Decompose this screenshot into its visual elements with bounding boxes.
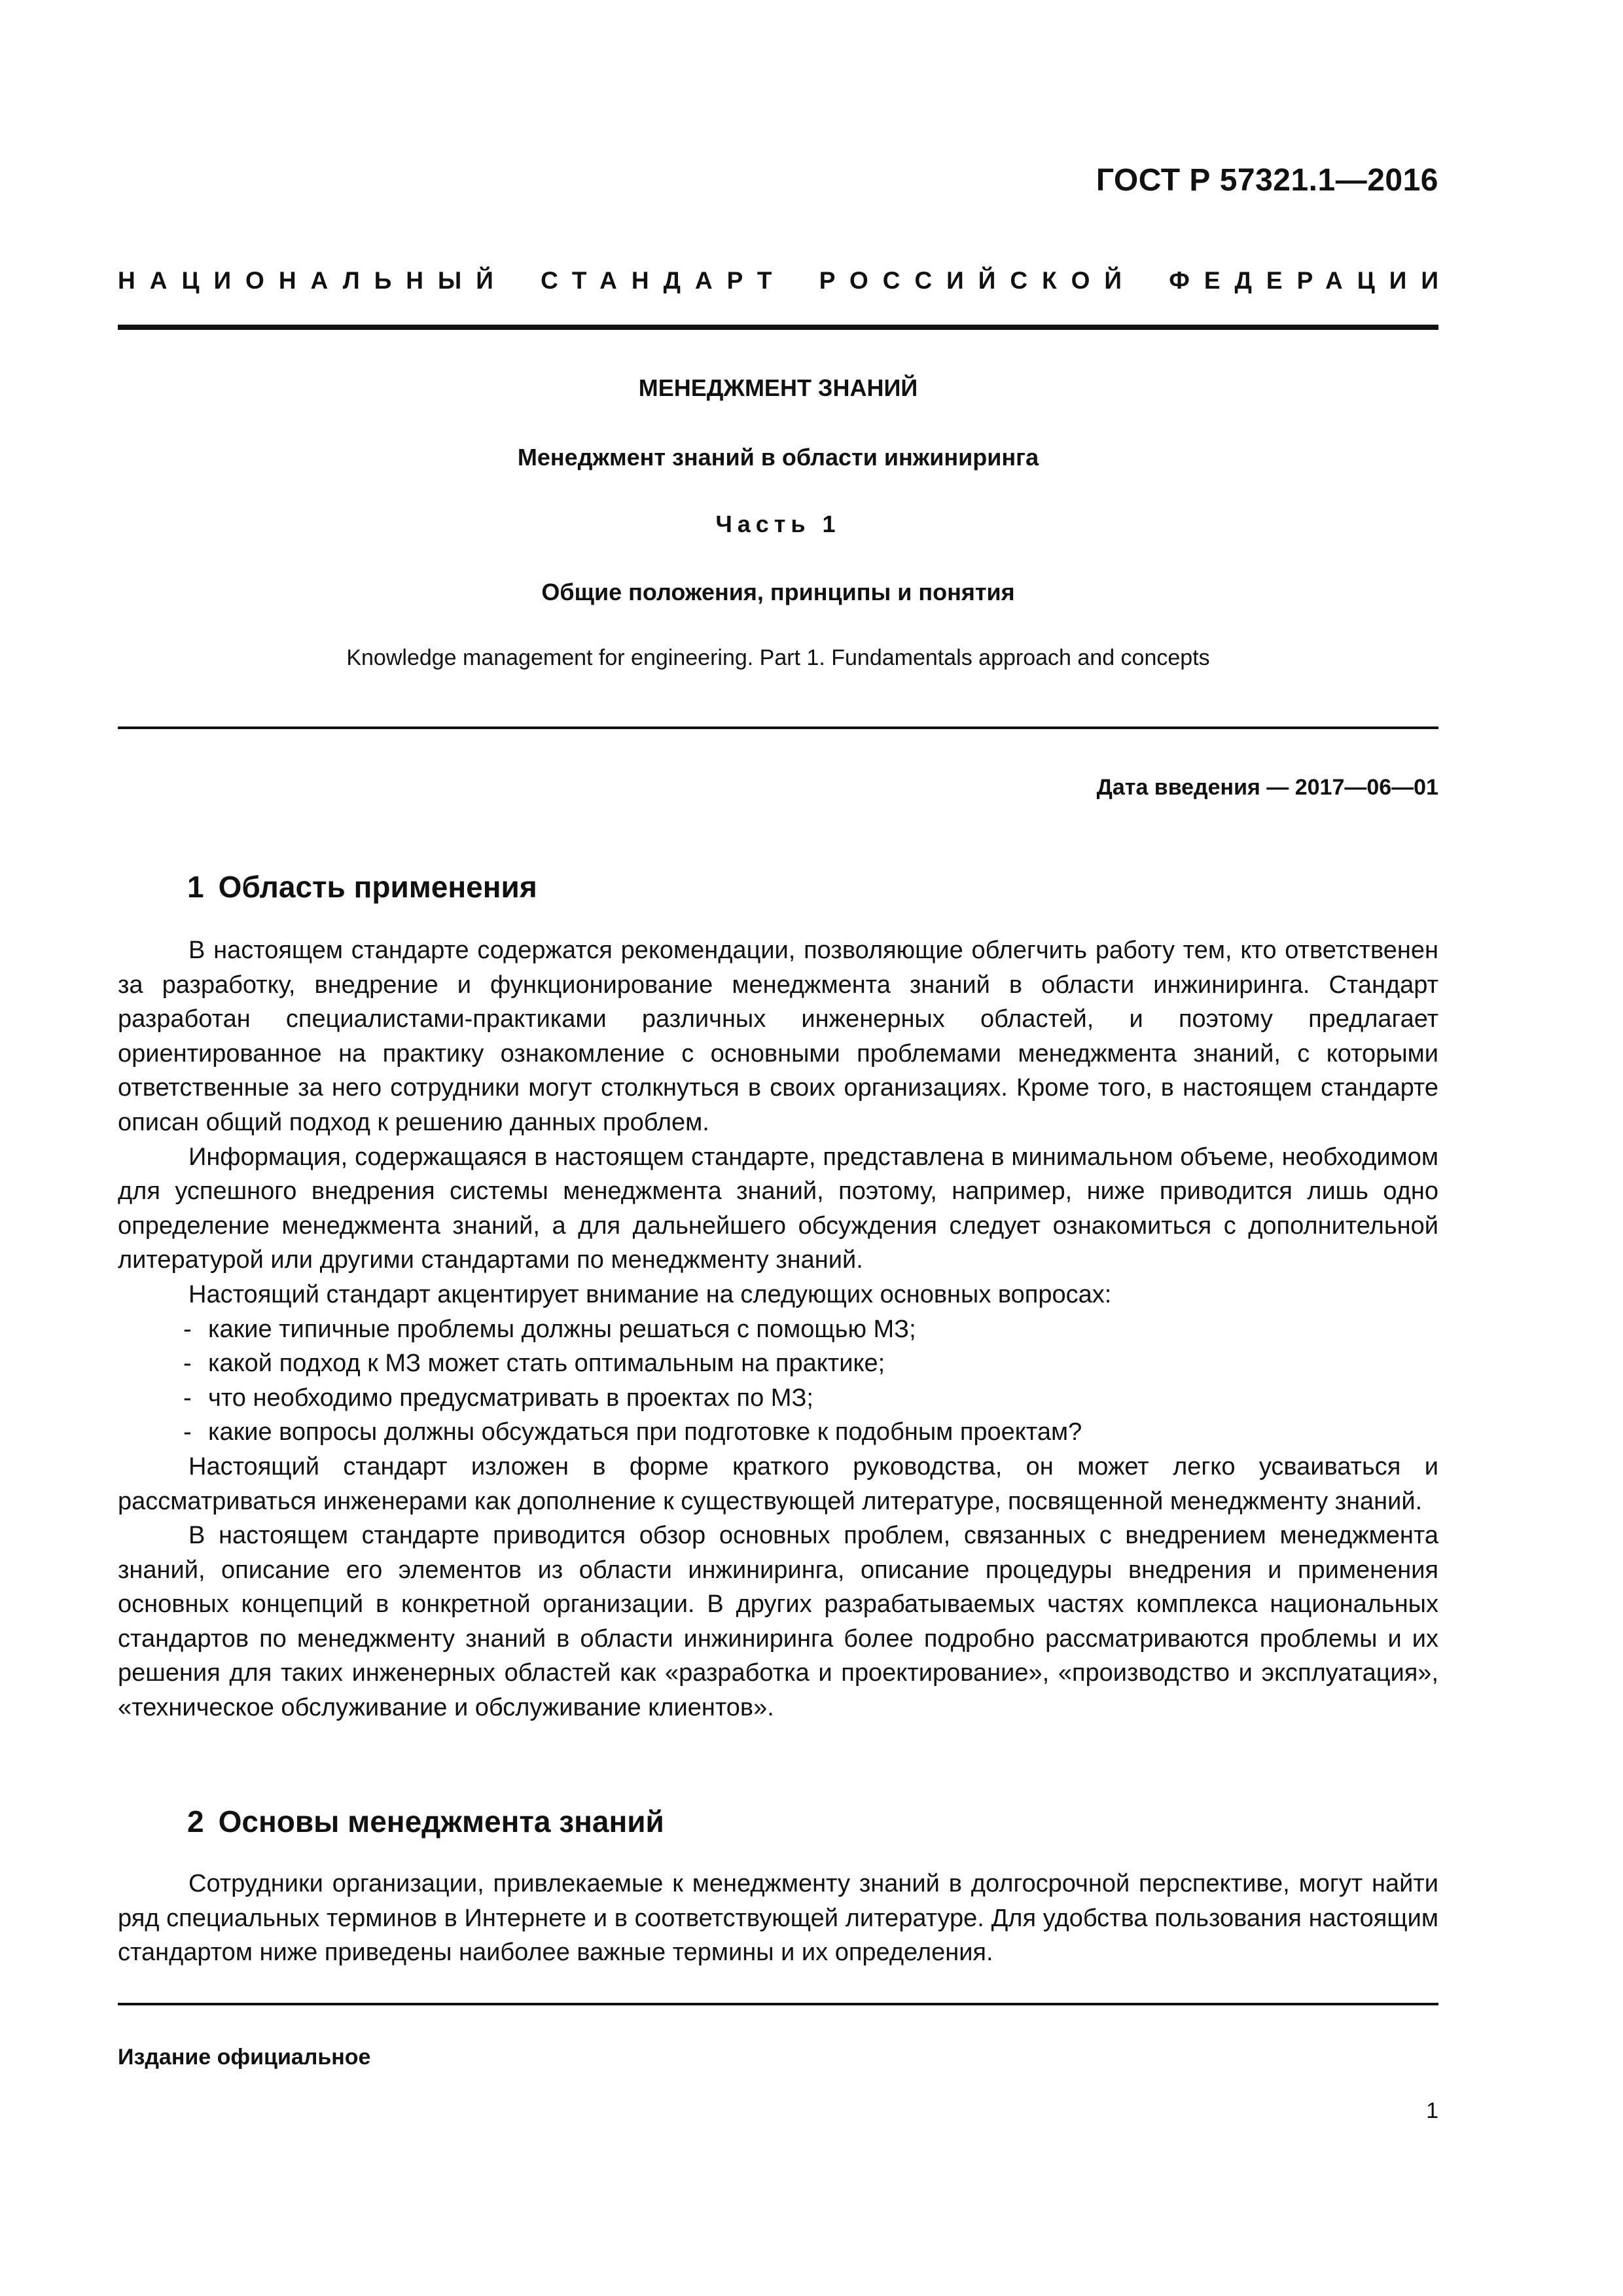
banner-word: СТАНДАРТ [541, 267, 787, 294]
edition-note: Издание официальное [118, 2045, 371, 2070]
section-heading [187, 1804, 664, 1839]
list-item [118, 1346, 1438, 1381]
banner-word: ФЕДЕРАЦИИ [1169, 267, 1453, 294]
list-item-text: что необходимо предусматривать в проектах по МЗ; [208, 1384, 813, 1412]
banner-word: НАЦИОНАЛЬНЫЙ [118, 267, 508, 294]
page-number: 1 [1426, 2098, 1438, 2123]
list-item-text: какие типичные проблемы должны решаться с помощью МЗ; [208, 1315, 916, 1343]
standard-banner [118, 267, 1453, 295]
section-title: Основы менеджмента знаний [218, 1804, 664, 1839]
title-divider [118, 726, 1438, 729]
bullet-dash: - [183, 1418, 192, 1446]
effective-date: Дата введения — 2017—06—01 [1096, 775, 1438, 800]
section-body [118, 1867, 1438, 1970]
document-number: ГОСТ Р 57321.1—2016 [1096, 163, 1438, 198]
list-item [118, 1312, 1438, 1347]
section-number: 1 [187, 870, 204, 904]
list-item [118, 1381, 1438, 1416]
document-part: Часть 1 [715, 511, 841, 537]
paragraph: Настоящий стандарт изложен в форме краткого руководства, он может легко усваиваться и рассматриваться инженерами как дополнение к существующей литературе, посвященной менеджменту знаний. [118, 1452, 1438, 1515]
banner-word: РОССИЙСКОЙ [819, 267, 1137, 294]
document-title: МЕНЕДЖМЕНТ ЗНАНИЙ [638, 374, 918, 401]
document-part-topic: Общие положения, принципы и понятия [541, 579, 1015, 605]
paragraph: Настоящий стандарт акцентирует внимание на следующих основных вопросах: [188, 1280, 1112, 1308]
paragraph: Информация, содержащаяся в настоящем стандарте, представлена в минимальном объеме, необходимом для успешного внедрения системы менеджмента знаний, поэтому, например, ниже приводится лишь одно определение менеджмента знаний, а для дальнейшего обсуждения следует ознакомиться с дополнительной литературой или другими стандартами по менеджменту знаний. [118, 1143, 1438, 1274]
paragraph: Сотрудники организации, привлекаемые к менеджменту знаний в долгосрочной перспективе, могут найти ряд специальных терминов в Интернете и в соответствующей литературе. Для удобства пользования настоящим стандартом ниже приведены наиболее важные термины и их определения. [118, 1870, 1438, 1967]
header-divider [118, 325, 1438, 330]
list-item-text: какие вопросы должны обсуждаться при подготовке к подобным проектам? [208, 1418, 1082, 1446]
section-body [118, 933, 1438, 1725]
document-subtitle: Менеджмент знаний в области инжиниринга [517, 444, 1039, 471]
footer-divider [118, 2003, 1438, 2005]
section-title: Область применения [218, 870, 537, 904]
bullet-dash: - [183, 1315, 192, 1343]
bullet-dash: - [183, 1384, 192, 1412]
english-title: Knowledge management for engineering. Part 1. Fundamentals approach and concepts [346, 645, 1210, 670]
paragraph: В настоящем стандарте приводится обзор основных проблем, связанных с внедрением менеджмента знаний, описание его элементов из области инжиниринга, описание процедуры внедрения и применения основных концепций в конкретной организации. В других разрабатываемых частях комплекса национальных стандартов по менеджменту знаний в области инжиниринга более подробно рассматриваются проблемы и их решения для таких инженерных областей как «разработка и проектирование», «производство и эксплуатация», «техническое обслуживание и обслуживание клиентов». [118, 1522, 1438, 1722]
section-number: 2 [187, 1804, 204, 1839]
list-item-text: какой подход к МЗ может стать оптимальным на практике; [208, 1350, 885, 1378]
section-heading [187, 869, 537, 905]
paragraph: В настоящем стандарте содержатся рекомендации, позволяющие облегчить работу тем, кто ответственен за разработку, внедрение и функционирование менеджмента знаний в области инжиниринга. Стандарт разработан специалистами-практиками различных инженерных областей, и поэтому предлагает ориентированное на практику ознакомление с основными проблемами менеджмента знаний, с которыми ответственные за него сотрудники могут столкнуться в своих организациях. Кроме того, в настоящем стандарте описан общий подход к решению данных проблем. [118, 937, 1438, 1136]
list-item [118, 1415, 1438, 1450]
bullet-dash: - [183, 1350, 192, 1378]
